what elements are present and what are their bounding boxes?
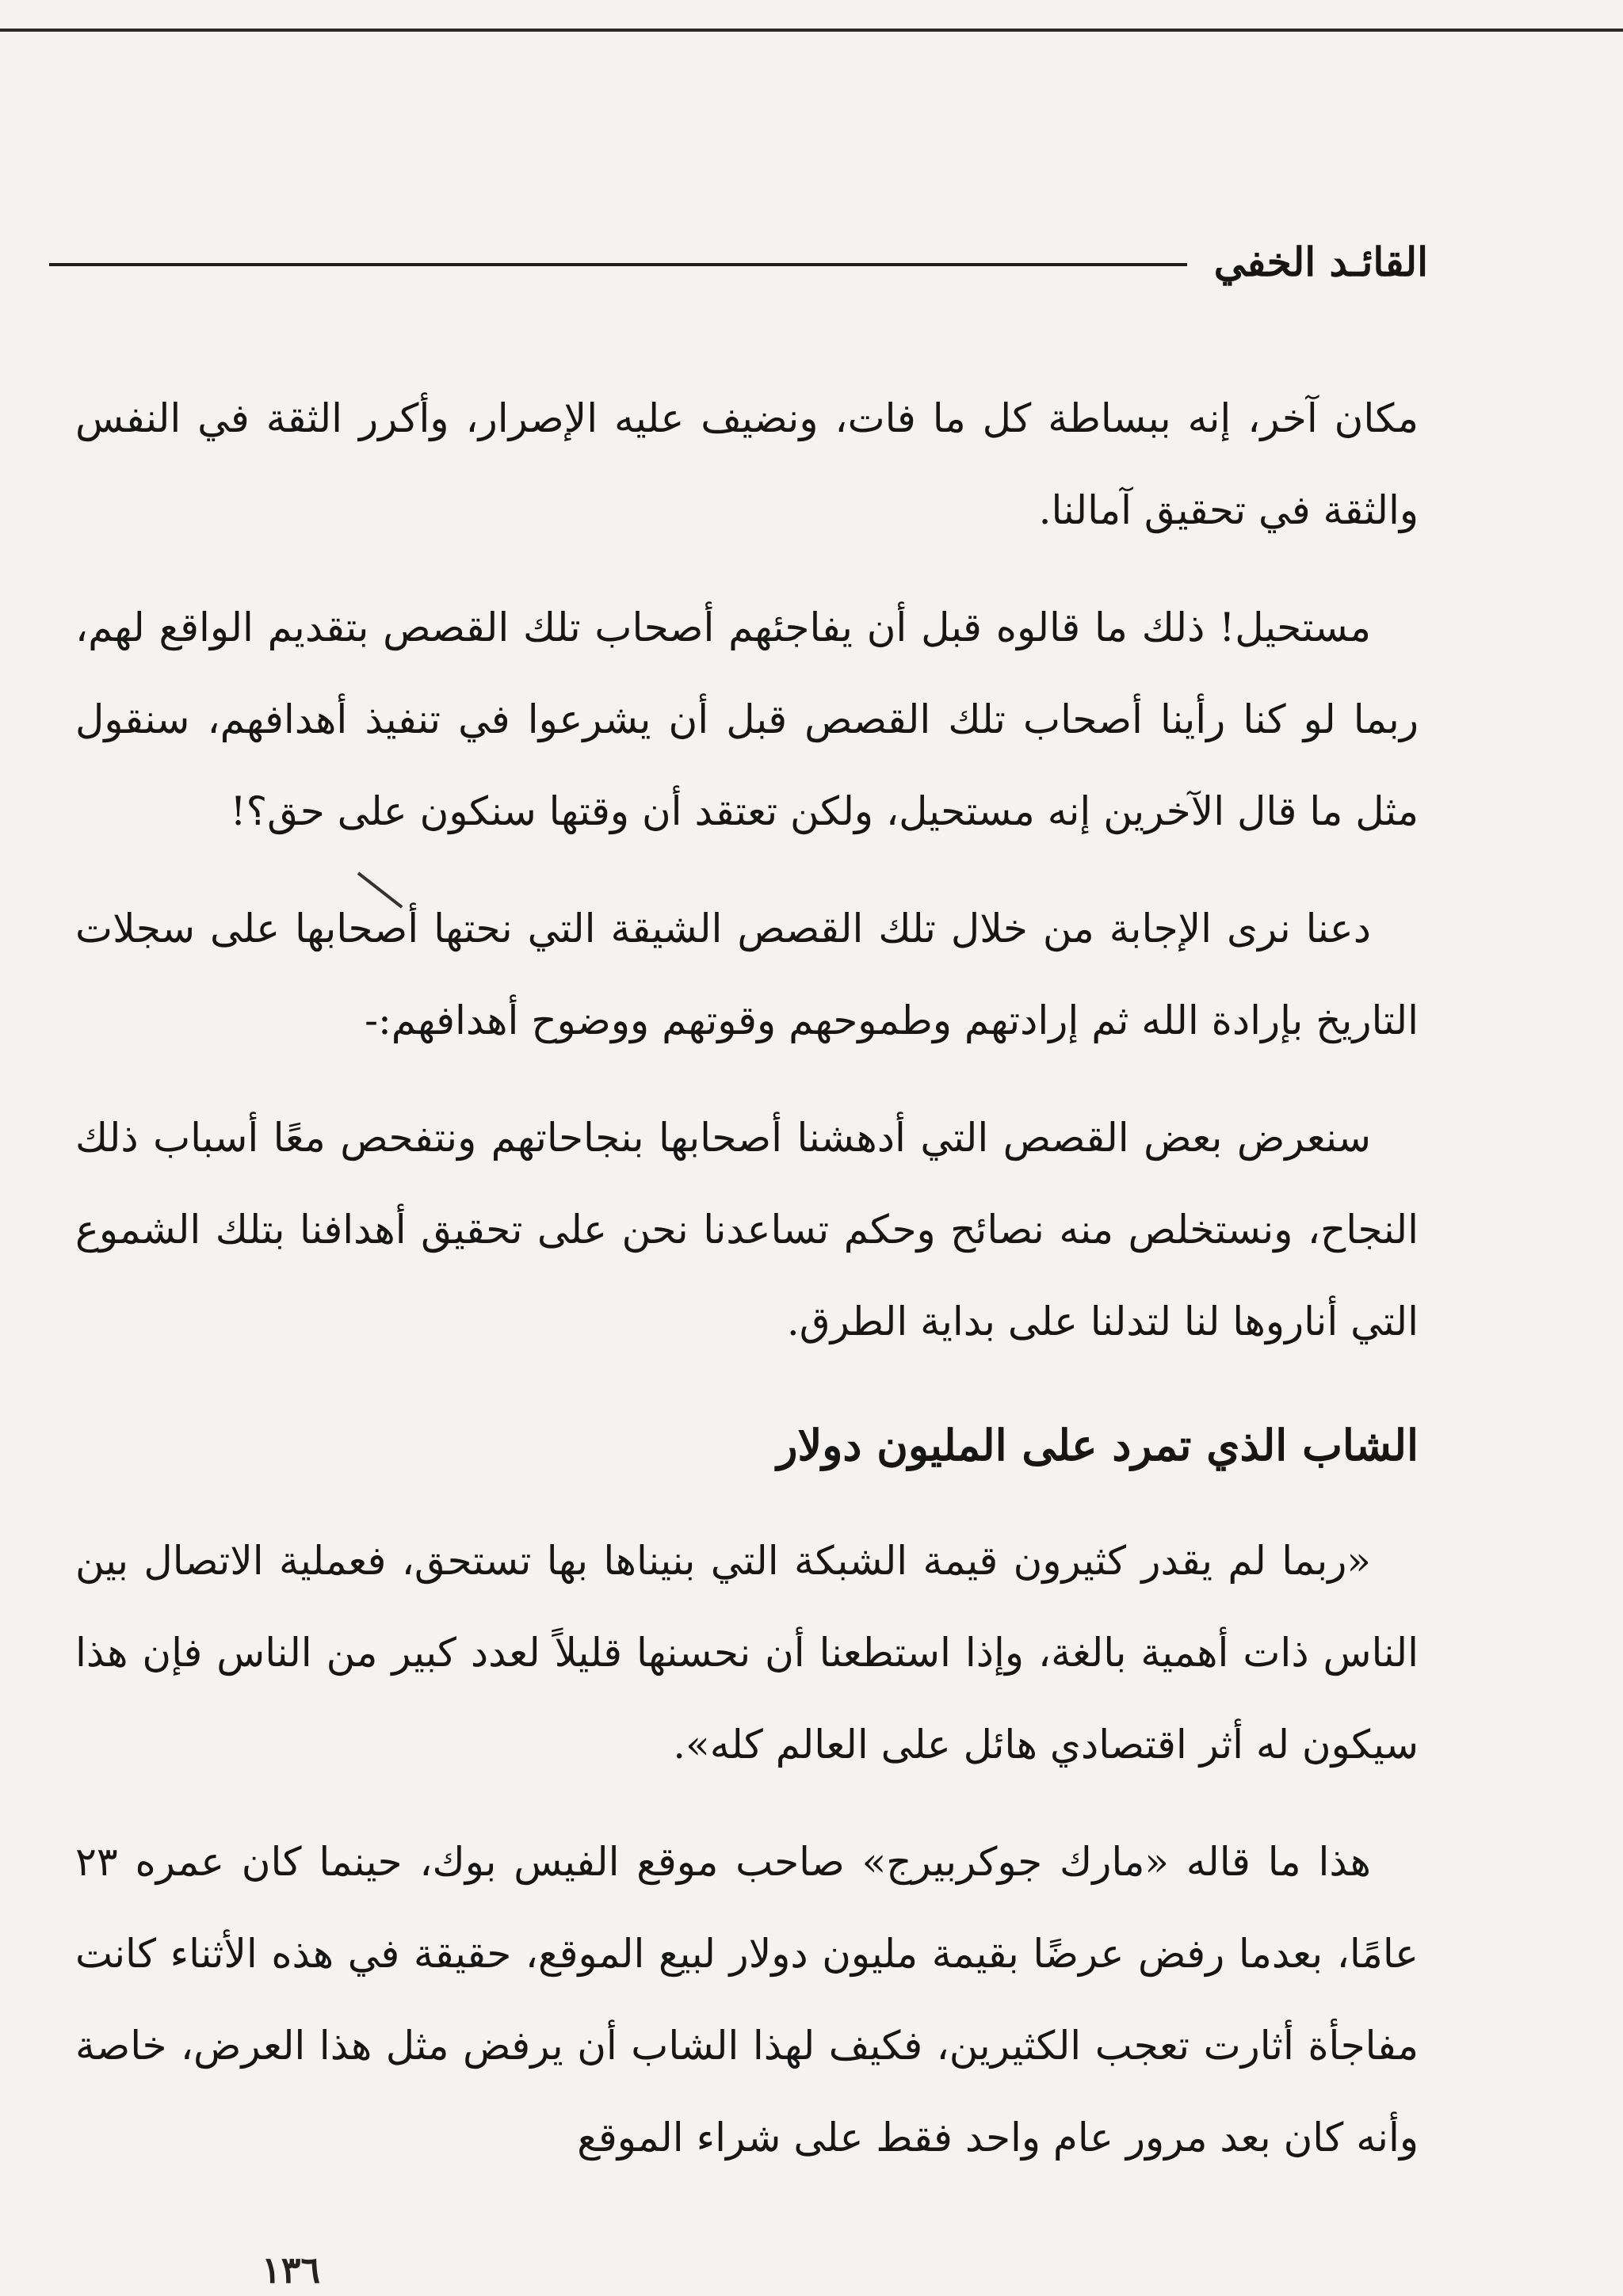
section-heading: الشاب الذي تمرد على المليون دولار [777, 1420, 1419, 1470]
running-header [49, 230, 1428, 293]
quote-paragraph: «ربما لم يقدر كثيرون قيمة الشبكة التي بنيناها بها تستحق، فعملية الاتصال بين الناس ذات أهمية بالغة، وإذا استطعنا أن نحسنها قليلاً لعدد كبير من الناس فإن هذا سيكون له أثر اقتصادي هائل على العالم كله». [75, 1538, 1419, 1768]
paragraph: مستحيل! ذلك ما قالوه قبل أن يفاجئهم أصحاب تلك القصص بتقديم الواقع لهم، ربما لو كنا رأينا أصحاب تلك القصص قبل أن يشرعوا في تنفيذ أهدافهم، سنقول مثل ما قال الآخرين إنه مستحيل، ولكن تعتقد أن وقتها سنكون على حق؟! [75, 605, 1419, 834]
paragraph: هذا ما قاله «مارك جوكربيرج» صاحب موقع الفيس بوك، حينما كان عمره ٢٣ عامًا، بعدما رفض عرضًا بقيمة مليون دولار لبيع الموقع، حقيقة في هذه الأثناء كانت مفاجأة أثارت تعجب الكثيرين، فكيف لهذا الشاب أن يرفض مثل هذا العرض، خاصة وأنه كان بعد مرور عام واحد فقط على شراء الموقع [75, 1839, 1419, 2161]
page-body [75, 372, 1419, 2209]
paragraph: مكان آخر، إنه ببساطة كل ما فات، ونضيف عليه الإصرار، وأكرر الثقة في النفس والثقة في تحقيق آمالنا. [75, 395, 1419, 533]
running-header-title: القائـد الخفي [1213, 238, 1428, 285]
running-header-rule [49, 263, 1187, 266]
top-edge-rule [0, 29, 1623, 32]
paragraph: سنعرض بعض القصص التي أدهشنا أصحابها بنجاحاتهم ونتفحص معًا أسباب ذلك النجاح، ونستخلص منه نصائح وحكم تساعدنا نحن على تحقيق أهدافنا بتلك الشموع التي أناروها لنا لتدلنا على بداية الطرق. [75, 1115, 1419, 1344]
page-number: ١٣٦ [262, 2248, 321, 2291]
paragraph: دعنا نرى الإجابة من خلال تلك القصص الشيقة التي نحتها أصحابها على سجلات التاريخ بإرادة الله ثم إرادتهم وطموحهم وقوتهم ووضوح أهدافهم:- [75, 906, 1419, 1043]
